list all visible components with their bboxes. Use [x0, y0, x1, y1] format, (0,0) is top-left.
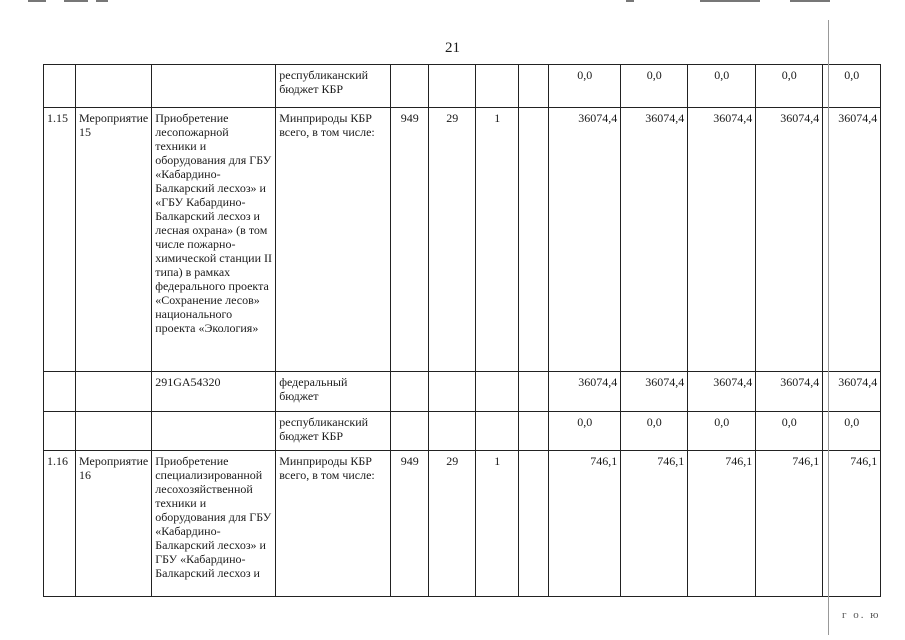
event-description: Приобретение специализированной лесохозяйственной техники и оборудования для ГБУ «Кабардино-Балкарский лесхоз» и ГБУ «Кабардино-Балкарский лесхоз и — [152, 451, 276, 597]
event-name — [76, 412, 152, 451]
table-row — [44, 412, 881, 451]
value-year-2: 746,1 — [621, 451, 688, 597]
value-year-5: 0,0 — [823, 65, 881, 108]
value-year-5: 0,0 — [823, 412, 881, 451]
rz-code: 29 — [429, 108, 476, 372]
value-year-4: 0,0 — [756, 412, 823, 451]
row-index — [44, 412, 76, 451]
pr-code — [476, 412, 519, 451]
table-row — [44, 372, 881, 412]
rz-code — [429, 412, 476, 451]
value-year-4: 746,1 — [756, 451, 823, 597]
row-index: 1.16 — [44, 451, 76, 597]
csr-code — [519, 65, 549, 108]
value-year-5: 36074,4 — [823, 372, 881, 412]
value-year-3: 36074,4 — [688, 108, 756, 372]
event-name — [76, 372, 152, 412]
event-description — [152, 412, 276, 451]
corner-mark: г о. ю — [842, 609, 881, 621]
event-name: Мероприятие 15 — [76, 108, 152, 372]
event-name — [76, 65, 152, 108]
grbs-code: 949 — [391, 451, 429, 597]
rz-code — [429, 372, 476, 412]
grbs-code — [391, 412, 429, 451]
value-year-2: 0,0 — [621, 65, 688, 108]
funding-source: республиканский бюджет КБР — [276, 65, 391, 108]
grbs-code — [391, 372, 429, 412]
csr-code — [519, 412, 549, 451]
value-year-3: 36074,4 — [688, 372, 756, 412]
table-row — [44, 108, 881, 372]
value-year-2: 0,0 — [621, 412, 688, 451]
grbs-code — [391, 65, 429, 108]
value-year-3: 0,0 — [688, 412, 756, 451]
row-index — [44, 372, 76, 412]
value-year-1: 0,0 — [549, 65, 621, 108]
funding-source: республиканский бюджет КБР — [276, 412, 391, 451]
funding-source: Минприроды КБР всего, в том числе: — [276, 108, 391, 372]
budget-code: 291GA54320 — [152, 372, 276, 412]
value-year-4: 36074,4 — [756, 108, 823, 372]
scan-margin-line — [828, 20, 829, 635]
pr-code — [476, 65, 519, 108]
value-year-5: 36074,4 — [823, 108, 881, 372]
row-index: 1.15 — [44, 108, 76, 372]
value-year-4: 36074,4 — [756, 372, 823, 412]
pr-code — [476, 372, 519, 412]
funding-source: федеральный бюджет — [276, 372, 391, 412]
value-year-1: 746,1 — [549, 451, 621, 597]
csr-code — [519, 372, 549, 412]
table-row — [44, 65, 881, 108]
event-description: Приобретение лесопожарной техники и оборудования для ГБУ «Кабардино-Балкарский лесхоз» и «ГБУ Кабардино-Балкарский лесхоз и лесная охрана» (в том числе пожарно-химической станции II типа) в рамках федерального проекта «Сохранение лесов» национального проекта «Экология» — [152, 108, 276, 372]
rz-code: 29 — [429, 451, 476, 597]
page-number: 21 — [445, 40, 460, 56]
pr-code: 1 — [476, 108, 519, 372]
rz-code — [429, 65, 476, 108]
table-row — [44, 451, 881, 597]
value-year-3: 0,0 — [688, 65, 756, 108]
value-year-1: 36074,4 — [549, 372, 621, 412]
value-year-2: 36074,4 — [621, 108, 688, 372]
scan-top-marks — [0, 0, 905, 8]
event-name: Мероприятие 16 — [76, 451, 152, 597]
grbs-code: 949 — [391, 108, 429, 372]
value-year-4: 0,0 — [756, 65, 823, 108]
funding-source: Минприроды КБР всего, в том числе: — [276, 451, 391, 597]
value-year-2: 36074,4 — [621, 372, 688, 412]
event-description — [152, 65, 276, 108]
value-year-1: 36074,4 — [549, 108, 621, 372]
value-year-5: 746,1 — [823, 451, 881, 597]
row-index — [44, 65, 76, 108]
value-year-3: 746,1 — [688, 451, 756, 597]
pr-code: 1 — [476, 451, 519, 597]
csr-code — [519, 451, 549, 597]
budget-table — [43, 64, 881, 597]
value-year-1: 0,0 — [549, 412, 621, 451]
csr-code — [519, 108, 549, 372]
